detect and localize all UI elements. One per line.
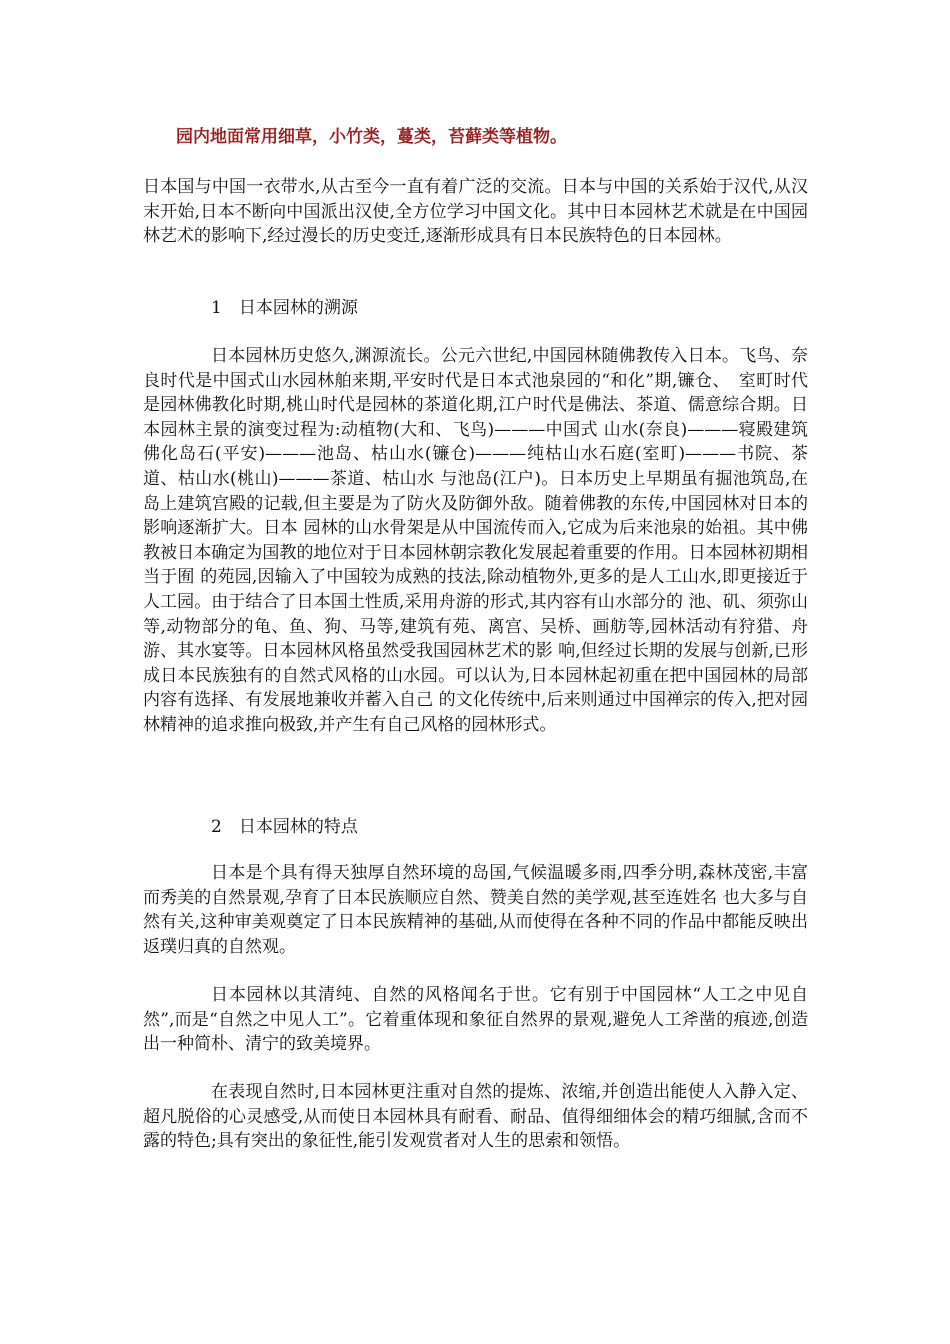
section-2-heading: 2 日本园林的特点 <box>211 817 358 837</box>
section-1-heading: 1 日本园林的溯源 <box>211 298 358 318</box>
section-2-paragraph-1: 日本是个具有得天独厚自然环境的岛国,气候温暖多雨,四季分明,森林茂密,丰富而秀美的自然景观,孕育了日本民族顺应自然、赞美自然的美学观,甚至连姓名 也大多与自然有关,这种审美观奠定了日本民族精神的基础,从而使得在各种不同的作品中都能反映出返璞归真的自然观。 <box>143 863 808 957</box>
section-2-paragraph-2: 日本园林以其清纯、自然的风格闻名于世。它有别于中国园林“人工之中见自然”,而是“自然之中见人工”。它着重体现和象征自然界的景观,避免人工斧凿的痕迹,创造出一种简朴、清宁的致美境界。 <box>143 985 808 1055</box>
section-1-paragraph: 日本园林历史悠久,渊源流长。公元六世纪,中国园林随佛教传入日本。飞鸟、奈良时代是中国式山水园林舶来期,平安时代是日本式池泉园的“和化”期,镰仓、 室町时代是园林佛教化时期,桃山时代是园林的茶道化期,江户时代是佛法、茶道、儒意综合期。日本园林主景的演变过程为:动植物(大和、飞鸟)———中国式 山水(奈良)———寝殿建筑佛化岛石(平安)———池岛、枯山水(镰仓)———纯枯山水石庭(室町)———书院、茶道、枯山水(桃山)———茶道、枯山水 与池岛(江户)。日本历史上早期虽有掘池筑岛,在岛上建筑宫殿的记载,但主要是为了防火及防御外敌。随着佛教的东传,中国园林对日本的影响逐渐扩大。日本 园林的山水骨架是从中国流传而入,它成为后来池泉的始祖。其中佛教被日本确定为国教的地位对于日本园林朝宗教化发展起着重要的作用。日本园林初期相当于囿 的苑园,因输入了中国较为成熟的技法,除动植物外,更多的是人工山水,即更接近于人工园。由于结合了日本国土性质,采用舟游的形式,其内容有山水部分的 池、矶、须弥山等,动物部分的龟、鱼、狗、马等,建筑有苑、离宫、吴桥、画舫等,园林活动有狩猎、舟游、其水宴等。日本园林风格虽然受我国园林艺术的影 响,但经过长期的发展与创新,已形成日本民族独有的自然式风格的山水园。可以认为,日本园林起初重在把中国园林的局部内容有选择、有发展地兼收并蓄入自己 的文化传统中,后来则通过中国禅宗的传入,把对园林精神的追求推向极致,并产生有自己风格的园林形式。 <box>143 346 808 735</box>
highlighted-sentence: 园内地面常用细草，小竹类，蔓类，苔藓类等植物。 <box>176 127 567 147</box>
section-2-paragraph-3: 在表现自然时,日本园林更注重对自然的提炼、浓缩,并创造出能使人入静入定、超凡脱俗的心灵感受,从而使日本园林具有耐看、耐品、值得细细体会的精巧细腻,含而不露的特色;具有突出的象征性,能引发观赏者对人生的思索和领悟。 <box>143 1082 808 1152</box>
intro-paragraph: 日本国与中国一衣带水,从古至今一直有着广泛的交流。日本与中国的关系始于汉代,从汉末开始,日本不断向中国派出汉使,全方位学习中国文化。其中日本园林艺术就是在中国园林艺术的影响下,经过漫长的历史变迁,逐渐形成具有日本民族特色的日本园林。 <box>143 177 808 247</box>
